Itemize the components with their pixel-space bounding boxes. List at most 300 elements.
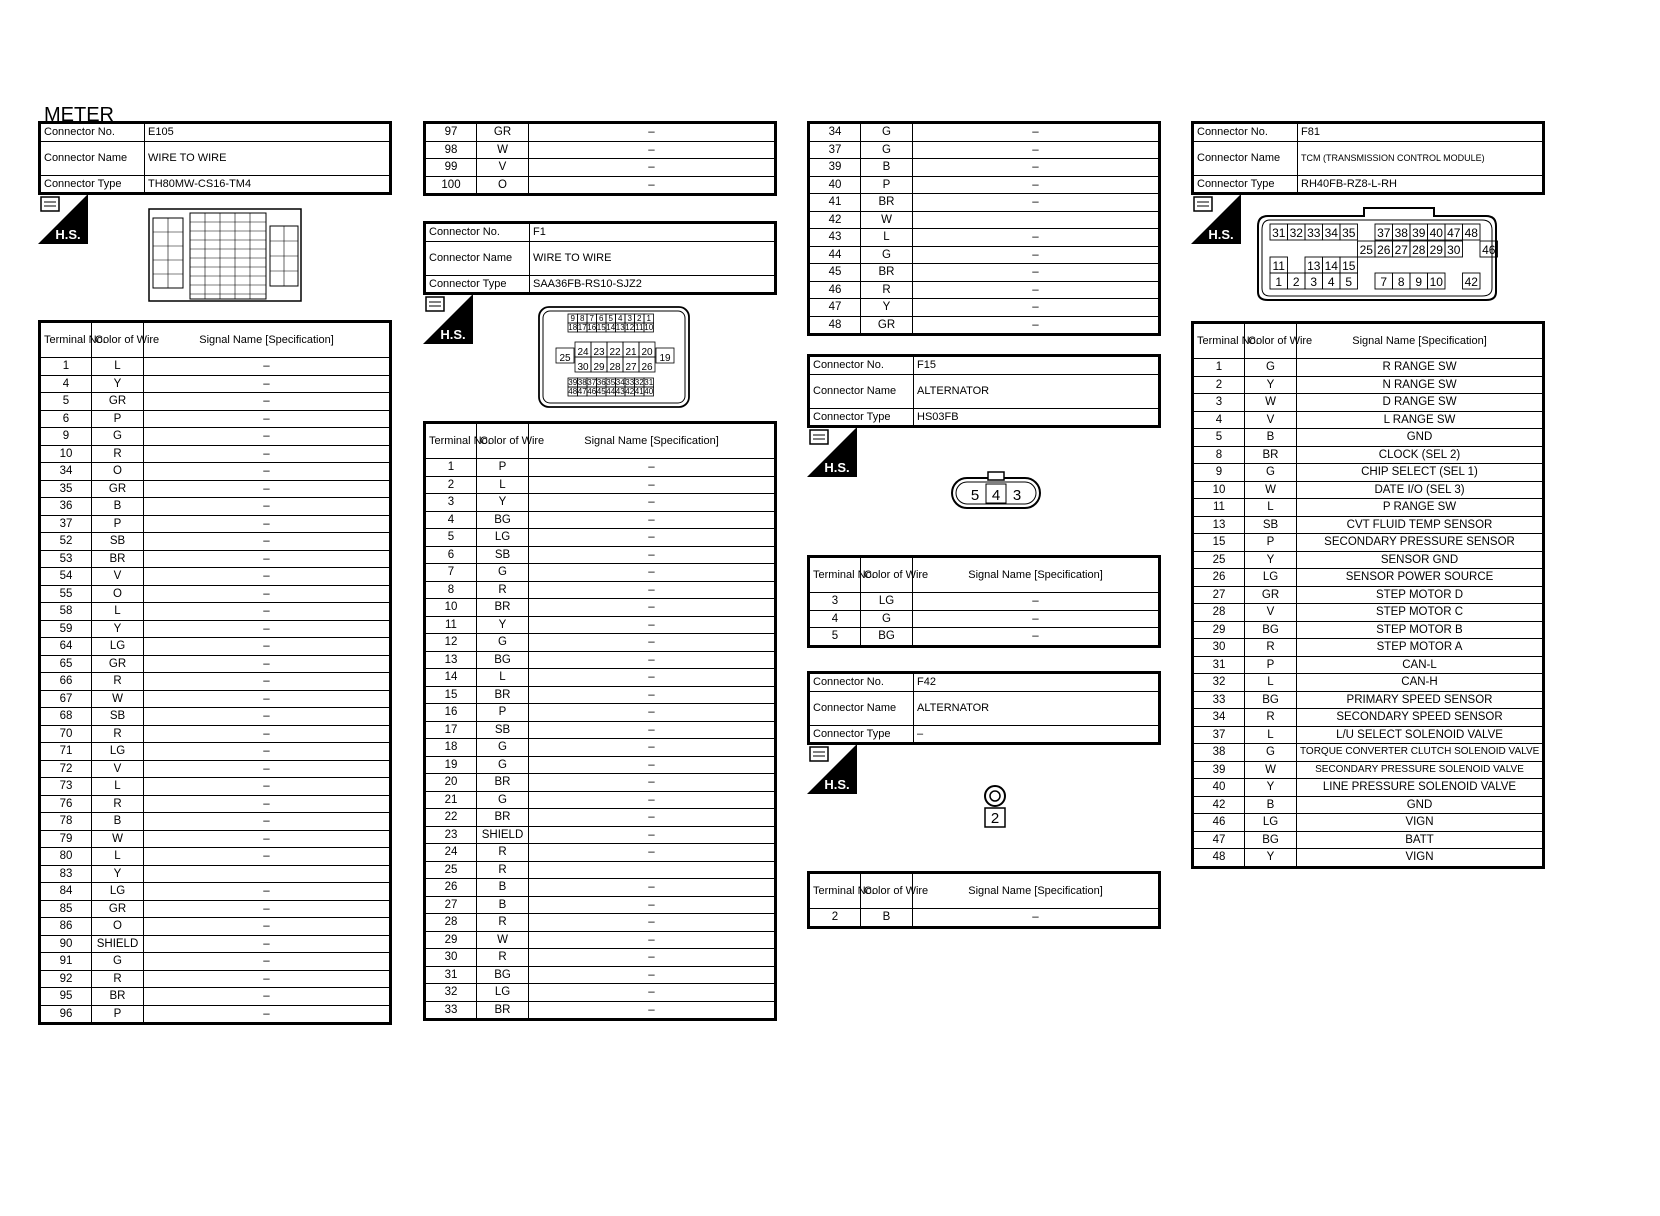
table-row (40, 428, 391, 446)
terminal-no-cell: 22 (425, 809, 477, 827)
table-row (40, 515, 391, 533)
terminal-no-cell: 6 (425, 546, 477, 564)
terminal-no-cell: 5 (40, 393, 92, 411)
signal-name-cell: – (529, 739, 776, 757)
hs-icon (38, 194, 88, 244)
connector-pin-label: 5 (608, 314, 613, 323)
terminal-no-cell: 5 (809, 628, 861, 647)
wire-color-cell: W (1245, 761, 1297, 779)
signal-name-cell: – (529, 459, 776, 477)
table-row (425, 756, 776, 774)
wire-color-cell: GR (861, 316, 913, 335)
terminal-no-cell: 12 (425, 634, 477, 652)
signal-name-cell: – (144, 1005, 391, 1024)
wire-color-cell: L (92, 848, 144, 866)
signal-name-cell: – (144, 848, 391, 866)
table-row (40, 550, 391, 568)
connector-no-label: Connector No. (40, 123, 145, 142)
terminal-no-cell: 73 (40, 778, 92, 796)
table-row (1193, 429, 1544, 447)
wire-color-cell: G (1245, 359, 1297, 377)
terminal-no-cell: 40 (809, 176, 861, 194)
f42-pin-table (807, 871, 1161, 929)
connector-pin-label: 7 (589, 314, 594, 323)
e105-pin-table (38, 320, 392, 1025)
table-row (40, 935, 391, 953)
table-row (425, 739, 776, 757)
wire-color-cell: Y (861, 299, 913, 317)
terminal-no-cell: 25 (1193, 551, 1245, 569)
f15-connector-diagram (950, 470, 1042, 512)
wire-color-cell: Y (1245, 551, 1297, 569)
table-row (809, 176, 1160, 194)
f42-connector-no: F42 (914, 673, 1160, 692)
table-row (40, 918, 391, 936)
wire-color-cell: V (477, 159, 529, 177)
connector-pin-label: 3 (627, 314, 632, 323)
wire-color-cell: Y (1245, 376, 1297, 394)
terminal-no-cell: 86 (40, 918, 92, 936)
table-row (40, 603, 391, 621)
wire-color-cell: R (477, 581, 529, 599)
table-row (40, 865, 391, 883)
f81-connector-name: TCM (TRANSMISSION CONTROL MODULE) (1298, 141, 1544, 175)
f1-pin-table (423, 421, 777, 1021)
terminal-no-header: Terminal No. (809, 557, 861, 593)
wire-color-cell: P (861, 176, 913, 194)
table-row (425, 879, 776, 897)
table-row (40, 778, 391, 796)
wire-color-cell: G (92, 953, 144, 971)
signal-name-cell: – (529, 616, 776, 634)
wire-color-cell: BR (477, 599, 529, 617)
signal-name-cell: – (529, 529, 776, 547)
wire-color-cell: Y (1245, 779, 1297, 797)
wire-color-cell: W (477, 931, 529, 949)
connector-pin-label: 48 (568, 387, 578, 396)
terminal-no-cell: 45 (809, 264, 861, 282)
hs-label: H.S. (1208, 227, 1234, 242)
connector-pin-label: 10 (644, 323, 654, 332)
hs-label: H.S. (824, 460, 850, 475)
signal-name-cell: – (529, 159, 776, 177)
hs-icon (807, 744, 857, 794)
wire-color-cell: R (92, 725, 144, 743)
hs-label: H.S. (824, 777, 850, 792)
signal-name-cell: GND (1297, 429, 1544, 447)
hs-icon (807, 427, 857, 477)
terminal-no-cell: 37 (40, 515, 92, 533)
terminal-no-cell: 29 (425, 931, 477, 949)
table-row (40, 638, 391, 656)
connector-pin-label: 15 (596, 323, 606, 332)
signal-name-cell: – (144, 935, 391, 953)
wire-color-cell: W (92, 830, 144, 848)
signal-name-cell: – (529, 651, 776, 669)
terminal-no-cell: 68 (40, 708, 92, 726)
wire-color-cell: G (861, 610, 913, 628)
wire-color-cell: BG (861, 628, 913, 647)
terminal-no-cell: 17 (425, 721, 477, 739)
wire-color-cell: Y (92, 620, 144, 638)
signal-name-cell: SENSOR GND (1297, 551, 1544, 569)
signal-name-header: Signal Name [Specification] (1297, 323, 1544, 359)
wire-color-cell: B (1245, 429, 1297, 447)
connector-name-label: Connector Name (1193, 141, 1298, 175)
terminal-no-cell: 11 (425, 616, 477, 634)
table-row (1193, 779, 1544, 797)
signal-name-cell (144, 865, 391, 883)
wire-color-cell: P (1245, 534, 1297, 552)
terminal-no-cell: 14 (425, 669, 477, 687)
signal-name-cell: LINE PRESSURE SOLENOID VALVE (1297, 779, 1544, 797)
signal-name-cell: STEP MOTOR D (1297, 586, 1544, 604)
f81-pin-table (1191, 321, 1545, 869)
connector-no-label: Connector No. (425, 223, 530, 242)
terminal-no-cell: 84 (40, 883, 92, 901)
terminal-no-cell: 28 (425, 914, 477, 932)
terminal-no-cell: 30 (1193, 639, 1245, 657)
connector-pin-label: 28 (1412, 243, 1426, 257)
wire-color-cell: P (1245, 656, 1297, 674)
connector-pin-label: 4 (1327, 275, 1335, 289)
terminal-no-cell: 23 (425, 826, 477, 844)
table-row (809, 610, 1160, 628)
signal-name-cell: – (529, 123, 776, 142)
wire-color-cell: BR (92, 550, 144, 568)
signal-name-cell: – (144, 585, 391, 603)
signal-name-cell: – (529, 931, 776, 949)
table-row (425, 984, 776, 1002)
terminal-no-cell: 25 (425, 861, 477, 879)
connector-pin-label: 19 (659, 353, 671, 364)
connector-pin-label: 28 (609, 362, 621, 373)
signal-name-cell: – (144, 498, 391, 516)
connector-pin-label: 6 (599, 314, 604, 323)
signal-name-cell: R RANGE SW (1297, 359, 1544, 377)
terminal-no-cell: 11 (1193, 499, 1245, 517)
signal-name-cell: – (529, 511, 776, 529)
table-row (425, 141, 776, 159)
e105-connector-diagram (148, 208, 303, 303)
terminal-no-cell: 100 (425, 176, 477, 195)
terminal-no-cell: 96 (40, 1005, 92, 1024)
terminal-no-cell: 3 (1193, 394, 1245, 412)
table-row (40, 813, 391, 831)
connector-f15 (807, 354, 1161, 428)
connector-pin-label: 37 (1377, 226, 1391, 240)
connector-pin-label: 47 (1447, 226, 1461, 240)
table-row (40, 760, 391, 778)
signal-name-cell: – (913, 176, 1160, 194)
signal-name-header: Signal Name [Specification] (144, 322, 391, 358)
connector-pin-label: 42 (1464, 275, 1478, 289)
signal-name-cell: – (144, 883, 391, 901)
signal-name-cell: – (529, 809, 776, 827)
wire-color-cell: G (1245, 464, 1297, 482)
signal-name-cell: – (529, 141, 776, 159)
table-row (1193, 761, 1544, 779)
wire-color-cell: R (92, 673, 144, 691)
signal-name-cell (913, 211, 1160, 229)
terminal-no-cell: 34 (1193, 709, 1245, 727)
connector-pin-label: 46 (1482, 243, 1496, 257)
connector-pin-label: 22 (609, 347, 621, 358)
terminal-no-cell: 36 (40, 498, 92, 516)
signal-name-cell: STEP MOTOR C (1297, 604, 1544, 622)
table-row (40, 480, 391, 498)
terminal-no-cell: 10 (40, 445, 92, 463)
terminal-no-cell: 31 (425, 966, 477, 984)
signal-name-cell: – (529, 546, 776, 564)
connector-pin-label: 4 (618, 314, 623, 323)
table-row (425, 159, 776, 177)
connector-pin-label: 25 (1359, 243, 1373, 257)
signal-name-cell: – (144, 655, 391, 673)
terminal-no-cell: 64 (40, 638, 92, 656)
connector-pin-label: 15 (1342, 259, 1356, 273)
wire-color-cell: LG (477, 529, 529, 547)
connector-pin-label: 26 (1377, 243, 1391, 257)
table-row (1193, 639, 1544, 657)
wire-color-cell: P (477, 459, 529, 477)
connector-pin-label: 46 (587, 387, 597, 396)
terminal-no-cell: 7 (425, 564, 477, 582)
connector-pin-label: 17 (577, 323, 587, 332)
signal-name-header: Signal Name [Specification] (913, 557, 1160, 593)
connector-pin-label: 18 (568, 323, 578, 332)
signal-name-cell: – (913, 264, 1160, 282)
terminal-no-cell: 13 (425, 651, 477, 669)
wire-color-cell: BR (92, 988, 144, 1006)
terminal-no-cell: 34 (40, 463, 92, 481)
signal-name-cell: – (144, 760, 391, 778)
terminal-no-cell: 4 (40, 375, 92, 393)
terminal-no-cell: 34 (809, 123, 861, 142)
table-row (40, 445, 391, 463)
signal-name-cell: SENSOR POWER SOURCE (1297, 569, 1544, 587)
wire-color-cell: O (92, 918, 144, 936)
connector-pin-label: 34 (1324, 226, 1338, 240)
table-row (1193, 446, 1544, 464)
wire-color-cell: Y (92, 375, 144, 393)
connector-no-label: Connector No. (809, 673, 914, 692)
table-row (425, 564, 776, 582)
connector-pin-label: 40 (644, 387, 654, 396)
signal-name-cell: – (913, 229, 1160, 247)
signal-name-cell: – (913, 316, 1160, 335)
signal-name-cell: – (529, 914, 776, 932)
terminal-no-cell: 46 (809, 281, 861, 299)
table-row (1193, 849, 1544, 868)
signal-name-cell: – (529, 756, 776, 774)
table-row (425, 494, 776, 512)
terminal-no-cell: 42 (1193, 796, 1245, 814)
terminal-no-cell: 43 (809, 229, 861, 247)
wire-color-cell: SB (1245, 516, 1297, 534)
f15-pin: 3 (1012, 487, 1022, 504)
signal-name-cell: – (913, 123, 1160, 142)
terminal-no-cell: 65 (40, 655, 92, 673)
connector-pin-label: 37 (587, 378, 597, 387)
connector-name-label: Connector Name (425, 241, 530, 275)
terminal-no-header: Terminal No. (1193, 323, 1245, 359)
wire-color-cell: B (861, 909, 913, 928)
signal-name-cell: – (144, 708, 391, 726)
wire-color-cell: G (477, 756, 529, 774)
terminal-no-cell: 29 (1193, 621, 1245, 639)
signal-name-cell: – (529, 686, 776, 704)
table-row (40, 620, 391, 638)
wire-color-cell: R (477, 861, 529, 879)
terminal-no-cell: 4 (425, 511, 477, 529)
color-of-wire-header: Color of Wire (92, 322, 144, 358)
table-row (809, 628, 1160, 647)
terminal-no-cell: 31 (1193, 656, 1245, 674)
signal-name-cell: – (529, 599, 776, 617)
signal-name-cell: – (913, 610, 1160, 628)
e105-header-table (38, 121, 392, 195)
signal-name-cell: – (913, 299, 1160, 317)
connector-pin-label: 31 (1272, 226, 1286, 240)
table-row (809, 264, 1160, 282)
table-row (40, 953, 391, 971)
signal-name-cell: – (144, 480, 391, 498)
terminal-no-cell: 5 (1193, 429, 1245, 447)
table-row (40, 585, 391, 603)
terminal-no-cell: 24 (425, 844, 477, 862)
f15-connector-type: HS03FB (914, 408, 1160, 427)
wire-color-cell: R (92, 970, 144, 988)
table-row (40, 690, 391, 708)
terminal-no-cell: 27 (425, 896, 477, 914)
signal-name-cell: SECONDARY PRESSURE SENSOR (1297, 534, 1544, 552)
signal-name-cell: – (144, 463, 391, 481)
wire-color-cell: W (1245, 394, 1297, 412)
wire-color-cell: L (92, 358, 144, 376)
e105-connector-no: E105 (145, 123, 391, 142)
connector-pin-label: 32 (634, 378, 644, 387)
connector-pin-label: 39 (568, 378, 578, 387)
wire-color-cell: GR (92, 393, 144, 411)
signal-name-cell: – (529, 774, 776, 792)
signal-name-cell: – (913, 628, 1160, 647)
table-row (40, 900, 391, 918)
terminal-no-cell: 4 (1193, 411, 1245, 429)
table-row (1193, 394, 1544, 412)
table-row (425, 844, 776, 862)
terminal-no-cell: 78 (40, 813, 92, 831)
wire-color-cell: G (861, 141, 913, 159)
connector-pin-label: 31 (644, 378, 654, 387)
table-row (809, 246, 1160, 264)
connector-pin-label: 48 (1464, 226, 1478, 240)
wire-color-cell: R (92, 795, 144, 813)
connector-pin-label: 13 (1307, 259, 1321, 273)
terminal-no-cell: 19 (425, 756, 477, 774)
table-row (809, 229, 1160, 247)
terminal-no-cell: 30 (425, 949, 477, 967)
signal-name-cell: P RANGE SW (1297, 499, 1544, 517)
terminal-no-cell: 8 (425, 581, 477, 599)
connector-name-label: Connector Name (809, 691, 914, 725)
f1-connector-no: F1 (530, 223, 776, 242)
connector-pin-label: 26 (641, 362, 653, 373)
connector-name-label: Connector Name (809, 374, 914, 408)
connector-pin-label: 34 (615, 378, 625, 387)
e105-pin-table-continued (423, 121, 777, 196)
table-row (425, 123, 776, 142)
connector-pin-label: 3 (1310, 275, 1318, 289)
table-row (425, 914, 776, 932)
signal-name-cell: – (529, 704, 776, 722)
terminal-no-cell: 33 (1193, 691, 1245, 709)
terminal-no-cell: 70 (40, 725, 92, 743)
wire-color-cell: Y (477, 494, 529, 512)
signal-name-cell: – (144, 515, 391, 533)
terminal-no-cell: 48 (809, 316, 861, 335)
wire-color-cell: O (92, 463, 144, 481)
terminal-no-cell: 42 (809, 211, 861, 229)
wire-color-cell: LG (92, 638, 144, 656)
signal-name-cell: – (144, 725, 391, 743)
connector-type-label: Connector Type (809, 725, 914, 744)
wire-color-cell: W (477, 141, 529, 159)
wire-color-cell: GR (92, 655, 144, 673)
signal-name-cell: – (144, 673, 391, 691)
terminal-no-cell: 6 (40, 410, 92, 428)
wire-color-cell: BG (477, 651, 529, 669)
connector-pin-label: 11 (1272, 259, 1285, 273)
terminal-no-cell: 3 (809, 593, 861, 611)
table-row (1193, 464, 1544, 482)
connector-f1 (423, 221, 777, 295)
table-row (425, 581, 776, 599)
terminal-no-cell: 53 (40, 550, 92, 568)
connector-pin-label: 9 (570, 314, 575, 323)
connector-pin-label: 20 (641, 347, 653, 358)
terminal-no-cell: 38 (1193, 744, 1245, 762)
table-row (809, 593, 1160, 611)
terminal-no-cell: 92 (40, 970, 92, 988)
terminal-no-cell: 1 (40, 358, 92, 376)
signal-name-cell: – (144, 795, 391, 813)
wire-color-cell: BG (1245, 831, 1297, 849)
terminal-no-cell: 37 (1193, 726, 1245, 744)
connector-pin-label: 11 (635, 323, 644, 332)
f81-connector-type: RH40FB-RZ8-L-RH (1298, 175, 1544, 194)
f15-pin: 4 (991, 487, 1001, 504)
table-row (40, 830, 391, 848)
table-row (40, 1005, 391, 1024)
terminal-no-cell: 44 (809, 246, 861, 264)
table-row (809, 194, 1160, 212)
table-row (425, 459, 776, 477)
wire-color-cell: Y (92, 865, 144, 883)
f15-connector-no: F15 (914, 356, 1160, 375)
connector-pin-label: 23 (593, 347, 605, 358)
connector-pin-label: 38 (1394, 226, 1408, 240)
wire-color-cell: LG (861, 593, 913, 611)
terminal-no-cell: 28 (1193, 604, 1245, 622)
table-row (425, 721, 776, 739)
wire-color-cell: B (1245, 796, 1297, 814)
f1-connector-diagram (538, 306, 690, 408)
connector-pin-label: 47 (577, 387, 587, 396)
wire-color-cell: LG (92, 743, 144, 761)
connector-f81 (1191, 121, 1545, 195)
connector-pin-label: 27 (625, 362, 637, 373)
